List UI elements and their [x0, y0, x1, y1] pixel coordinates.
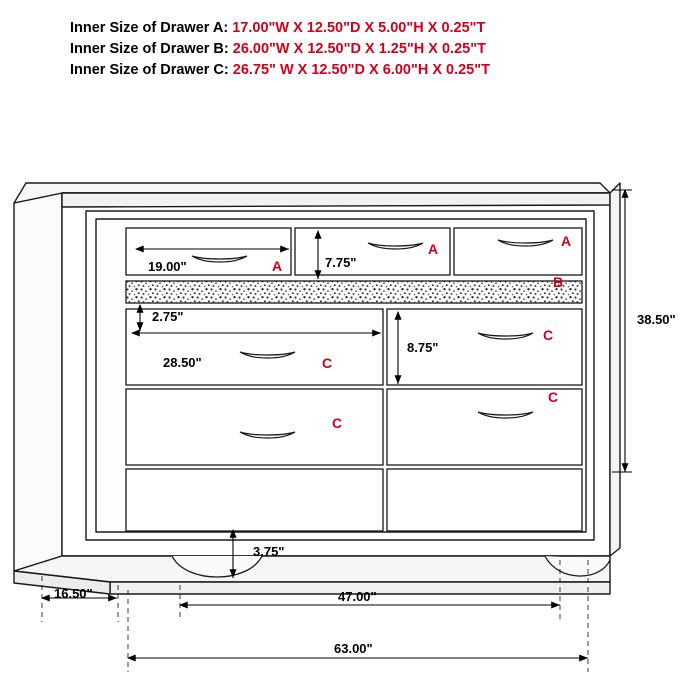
callout-c-left-upper: C [322, 355, 333, 371]
callout-a-right: A [561, 233, 572, 249]
dim-drawer-c-height: 8.75" [407, 340, 439, 355]
spec-line-a-prefix: Inner Size of Drawer A: [70, 20, 233, 36]
callout-a-middle: A [428, 241, 439, 257]
callout-c-left-lower: C [332, 415, 343, 431]
callout-a-left: A [272, 258, 283, 274]
dim-depth: 16.50" [54, 586, 93, 601]
dim-overall-height: 38.50" [637, 312, 676, 327]
dim-base-height: 3.75" [253, 544, 285, 559]
spec-line-c-prefix: Inner Size of Drawer C: [70, 62, 233, 78]
dim-drawer-a-height: 7.75" [325, 255, 357, 270]
dim-overall-width: 63.00" [334, 641, 373, 656]
callout-b: B [553, 274, 564, 290]
spec-line-c-value: 26.75" W X 12.50"D X 6.00"H X 0.25"T [232, 62, 490, 78]
callout-c-right-lower: C [548, 389, 559, 405]
spec-line-b-value: 26.00"W X 12.50"D X 1.25"H X 0.25"T [232, 41, 486, 57]
dim-drawer-a-width: 19.00" [148, 259, 187, 274]
callout-c-right-upper: C [543, 327, 554, 343]
dim-drawer-b-height: 2.75" [152, 309, 184, 324]
dim-inner-width: 47.00" [338, 589, 377, 604]
spec-line-a-value: 17.00"W X 12.50"D X 5.00"H X 0.25"T [232, 20, 486, 36]
spec-line-b-prefix: Inner Size of Drawer B: [70, 41, 233, 57]
dim-drawer-c-width: 28.50" [163, 355, 202, 370]
